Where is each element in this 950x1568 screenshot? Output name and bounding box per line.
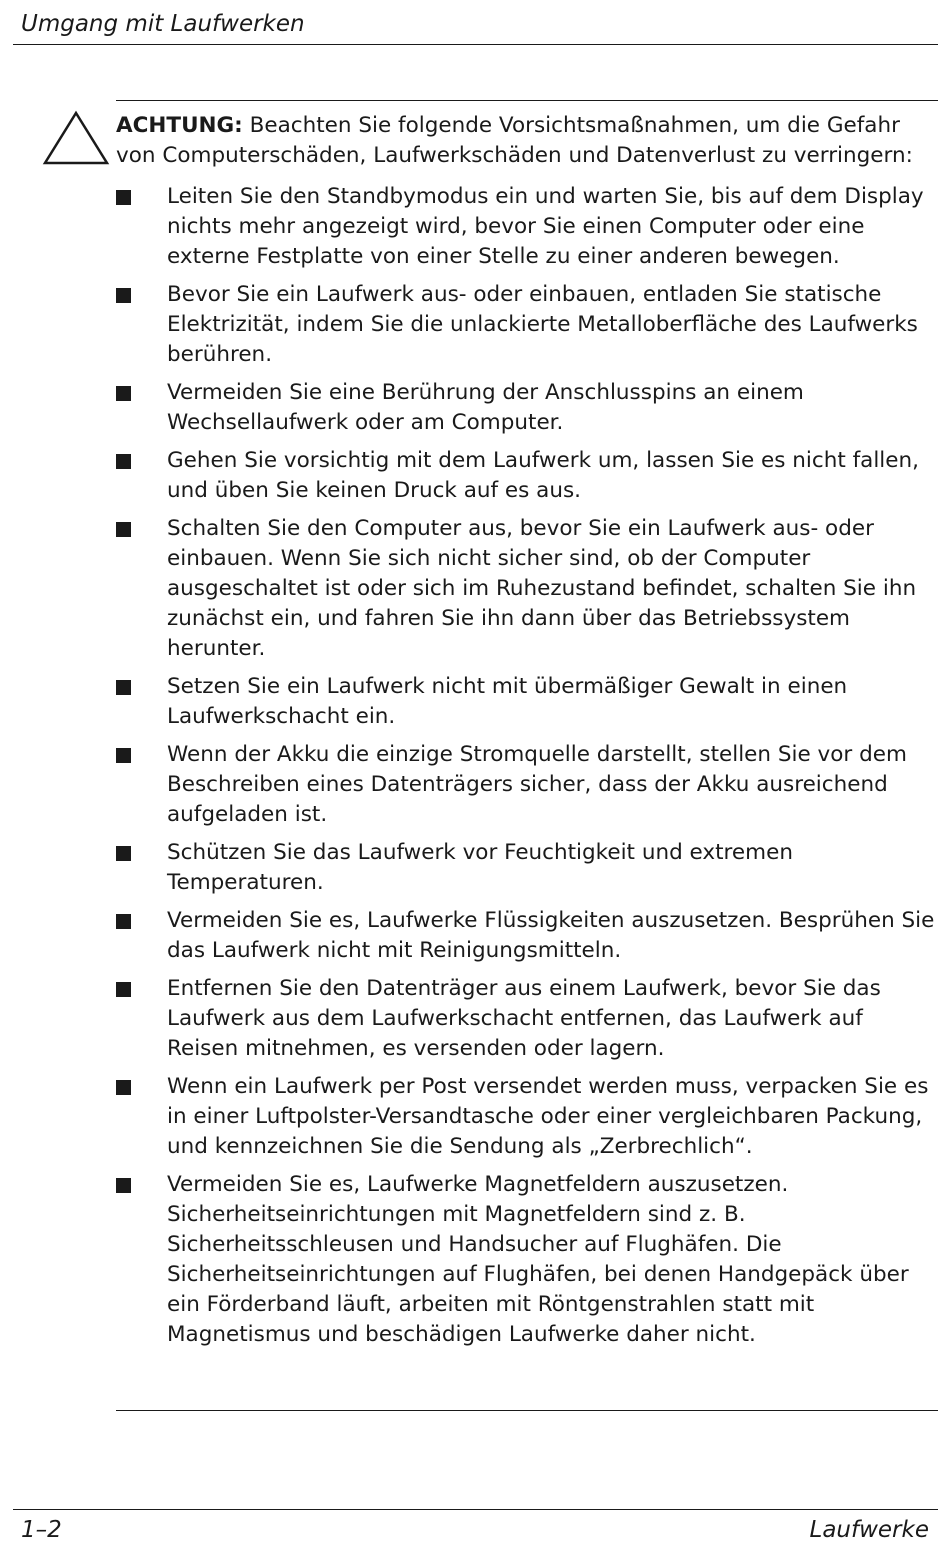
bullet-square-icon xyxy=(116,1178,131,1193)
list-item-text: Vermeiden Sie es, Laufwerke Flüssigkeiten auszusetzen. Besprühen Sie das Laufwerk nicht mit Reinigungsmitteln. xyxy=(167,908,935,963)
page-number: 1–2 xyxy=(21,1517,62,1543)
list-item xyxy=(116,672,938,732)
list-item xyxy=(116,446,938,506)
caution-intro xyxy=(116,111,938,171)
caution-label: ACHTUNG: xyxy=(116,113,243,138)
bullet-square-icon xyxy=(116,522,131,537)
list-item xyxy=(116,974,938,1064)
list-item-text: Schalten Sie den Computer aus, bevor Sie ein Laufwerk aus- oder einbauen. Wenn Sie sich nicht sicher sind, ob der Computer ausgeschaltet ist oder sich im Ruhezustand befindet, schalten Sie ihn zunächst ein, und fahren Sie ihn dann über das Betriebssystem herunter. xyxy=(167,516,917,661)
bullet-square-icon xyxy=(116,982,131,997)
list-item xyxy=(116,280,938,370)
list-item xyxy=(116,838,938,898)
list-item-text: Bevor Sie ein Laufwerk aus- oder einbauen, entladen Sie statische Elektrizität, indem Sie die unlackierte Metalloberfläche des Laufwerks berühren. xyxy=(167,282,918,367)
bullet-square-icon xyxy=(116,288,131,303)
list-item-text: Vermeiden Sie es, Laufwerke Magnetfeldern auszusetzen. Sicherheitseinrichtungen mit Magnetfeldern sind z. B. Sicherheitsschleusen und Handsucher auf Flughäfen. Die Sicherheitseinrichtungen auf Flughäfen, bei denen Handgepäck über ein Förderband läuft, arbeiten mit Röntgenstrahlen statt mit Magnetismus und beschädigen Laufwerke daher nicht. xyxy=(167,1172,909,1347)
caution-intro-text: Beachten Sie folgende Vorsichtsmaßnahmen, um die Gefahr von Computerschäden, Laufwerkschäden und Datenverlust zu verringern: xyxy=(116,113,913,168)
list-item xyxy=(116,1072,938,1162)
running-header: Umgang mit Laufwerken xyxy=(21,11,305,37)
list-item xyxy=(116,906,938,966)
list-item-text: Vermeiden Sie eine Berührung der Anschlusspins an einem Wechsellaufwerk oder am Computer. xyxy=(167,380,804,435)
caution-top-rule xyxy=(116,100,938,101)
list-item xyxy=(116,1170,938,1350)
warning-triangle-icon xyxy=(42,110,110,166)
bullet-square-icon xyxy=(116,914,131,929)
bullet-square-icon xyxy=(116,680,131,695)
list-item xyxy=(116,740,938,830)
list-item-text: Entfernen Sie den Datenträger aus einem Laufwerk, bevor Sie das Laufwerk aus dem Laufwerkschacht entfernen, das Laufwerk auf Reisen mitnehmen, es versenden oder lagern. xyxy=(167,976,881,1061)
bullet-square-icon xyxy=(116,454,131,469)
list-item-text: Leiten Sie den Standbymodus ein und warten Sie, bis auf dem Display nichts mehr angezeigt wird, bevor Sie einen Computer oder eine externe Festplatte von einer Stelle zu einer anderen bewegen. xyxy=(167,184,924,269)
caution-bullet-list xyxy=(116,182,938,1358)
bullet-square-icon xyxy=(116,1080,131,1095)
bullet-square-icon xyxy=(116,386,131,401)
list-item-text: Schützen Sie das Laufwerk vor Feuchtigkeit und extremen Temperaturen. xyxy=(167,840,793,895)
footer-rule xyxy=(13,1509,938,1510)
list-item xyxy=(116,514,938,664)
list-item xyxy=(116,182,938,272)
bullet-square-icon xyxy=(116,190,131,205)
list-item-text: Gehen Sie vorsichtig mit dem Laufwerk um, lassen Sie es nicht fallen, und üben Sie keinen Druck auf es aus. xyxy=(167,448,919,503)
list-item xyxy=(116,378,938,438)
bullet-square-icon xyxy=(116,846,131,861)
caution-bottom-rule xyxy=(116,1410,938,1411)
list-item-text: Wenn der Akku die einzige Stromquelle darstellt, stellen Sie vor dem Beschreiben eines Datenträgers sicher, dass der Akku ausreichend aufgeladen ist. xyxy=(167,742,907,827)
list-item-text: Setzen Sie ein Laufwerk nicht mit übermäßiger Gewalt in einen Laufwerkschacht ein. xyxy=(167,674,848,729)
list-item-text: Wenn ein Laufwerk per Post versendet werden muss, verpacken Sie es in einer Luftpolster-Versandtasche oder einer vergleichbaren Packung, und kennzeichnen Sie die Sendung als „Zerbrechlich“. xyxy=(167,1074,929,1159)
bullet-square-icon xyxy=(116,748,131,763)
chapter-title: Laufwerke xyxy=(809,1517,929,1543)
header-rule xyxy=(13,44,938,45)
